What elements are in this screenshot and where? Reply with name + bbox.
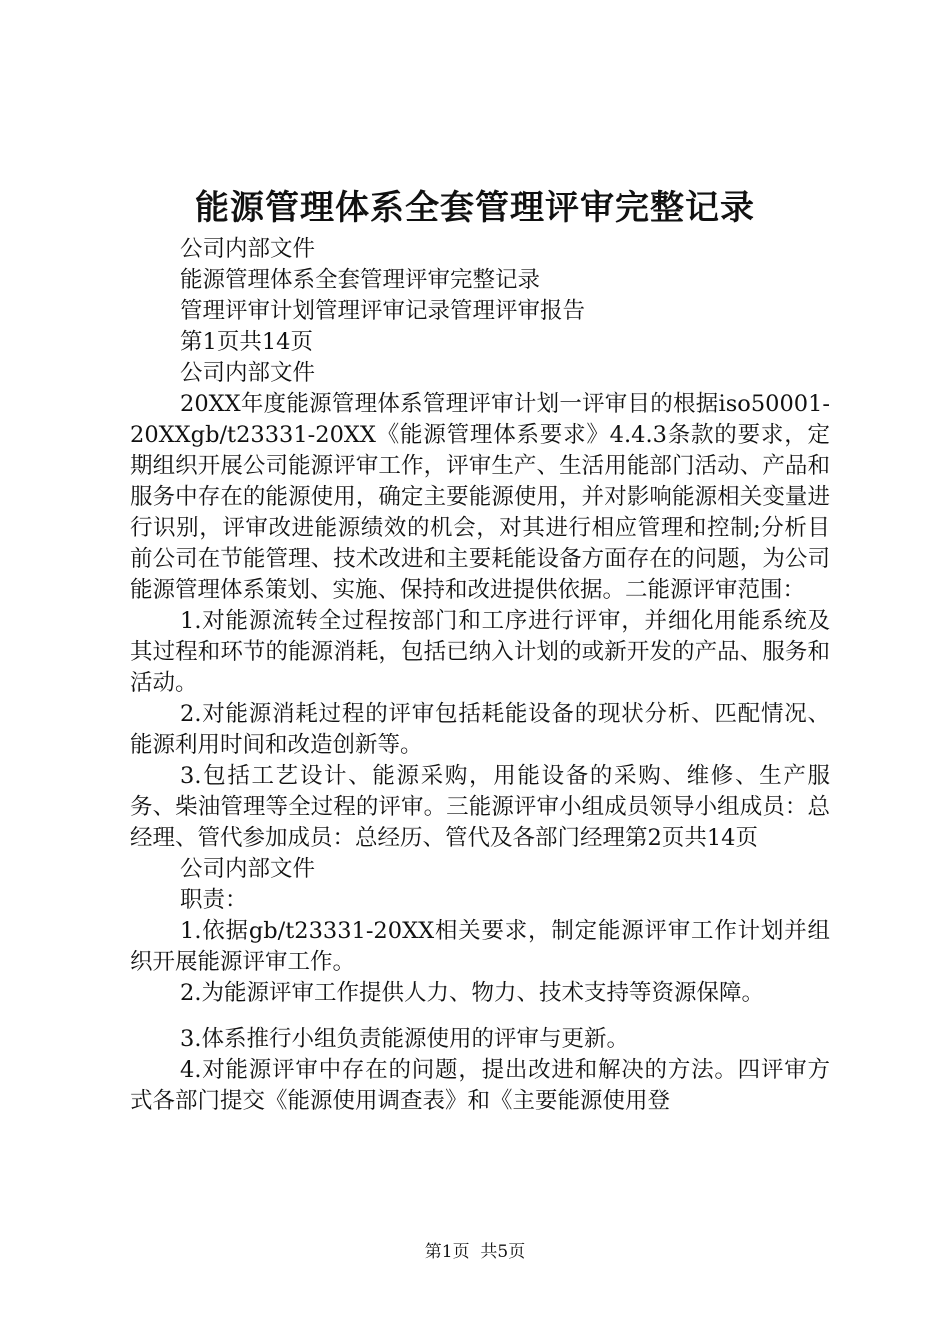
paragraph-duty-2: 2.为能源评审工作提供人力、物力、技术支持等资源保障。 (180, 980, 764, 1006)
paragraph-header-3: 公司内部文件 (180, 856, 316, 882)
paragraph-header-1: 公司内部文件 (180, 236, 316, 262)
paragraph-page-number-1: 第1页共14页 (180, 329, 313, 355)
paragraph-duty-4: 4.对能源评审中存在的问题，提出改进和解决的方法。四评审方式各部门提交《能源使用调查表》和《主要能源使用登 (130, 1057, 830, 1114)
paragraph-duty-1: 1.依据gb/t23331-20XX相关要求，制定能源评审工作计划并组织开展能源评审工作。 (130, 918, 830, 975)
paragraph-purpose: 20XX年度能源管理体系管理评审计划一评审目的根据iso50001-20XXgb/t23331-20XX《能源管理体系要求》4.4.3条款的要求，定期组织开展公司能源评审工作，评审生产、生活用能部门活动、产品和服务中存在的能源使用，确定主要能源使用，并对影响能源相关变量进行识别，评审改进能源绩效的机会，对其进行相应管理和控制;分析目前公司在节能管理、技术改进和主要耗能设备方面存在的问题，为公司能源管理体系策划、实施、保持和改进提供依据。二能源评审范围： (130, 391, 830, 603)
footer-spacer (470, 1242, 481, 1262)
paragraph-subtitle: 能源管理体系全套管理评审完整记录 (180, 267, 541, 293)
page-footer (0, 1240, 950, 1264)
document-body (130, 234, 830, 1117)
document-title: 能源管理体系全套管理评审完整记录 (195, 188, 755, 228)
paragraph-sections: 管理评审计划管理评审记录管理评审报告 (180, 298, 586, 324)
paragraph-scope-2: 2.对能源消耗过程的评审包括耗能设备的现状分析、匹配情况、能源利用时间和改造创新等。 (130, 701, 830, 758)
paragraph-duty-3: 3.体系推行小组负责能源使用的评审与更新。 (180, 1026, 629, 1052)
paragraph-scope-3: 3.包括工艺设计、能源采购，用能设备的采购、维修、生产服务、柴油管理等全过程的评审。三能源评审小组成员领导小组成员：总经理、管代参加成员：总经历、管代及各部门经理第2页共14页 (130, 763, 830, 851)
paragraph-duties-heading: 职责： (180, 887, 248, 913)
paragraph-header-2: 公司内部文件 (180, 360, 316, 386)
paragraph-scope-1: 1.对能源流转全过程按部门和工序进行评审，并细化用能系统及其过程和环节的能源消耗，包括已纳入计划的或新开发的产品、服务和活动。 (130, 608, 830, 696)
footer-total-label: 共5页 (480, 1242, 526, 1262)
footer-page-label: 第1页 (424, 1242, 470, 1262)
